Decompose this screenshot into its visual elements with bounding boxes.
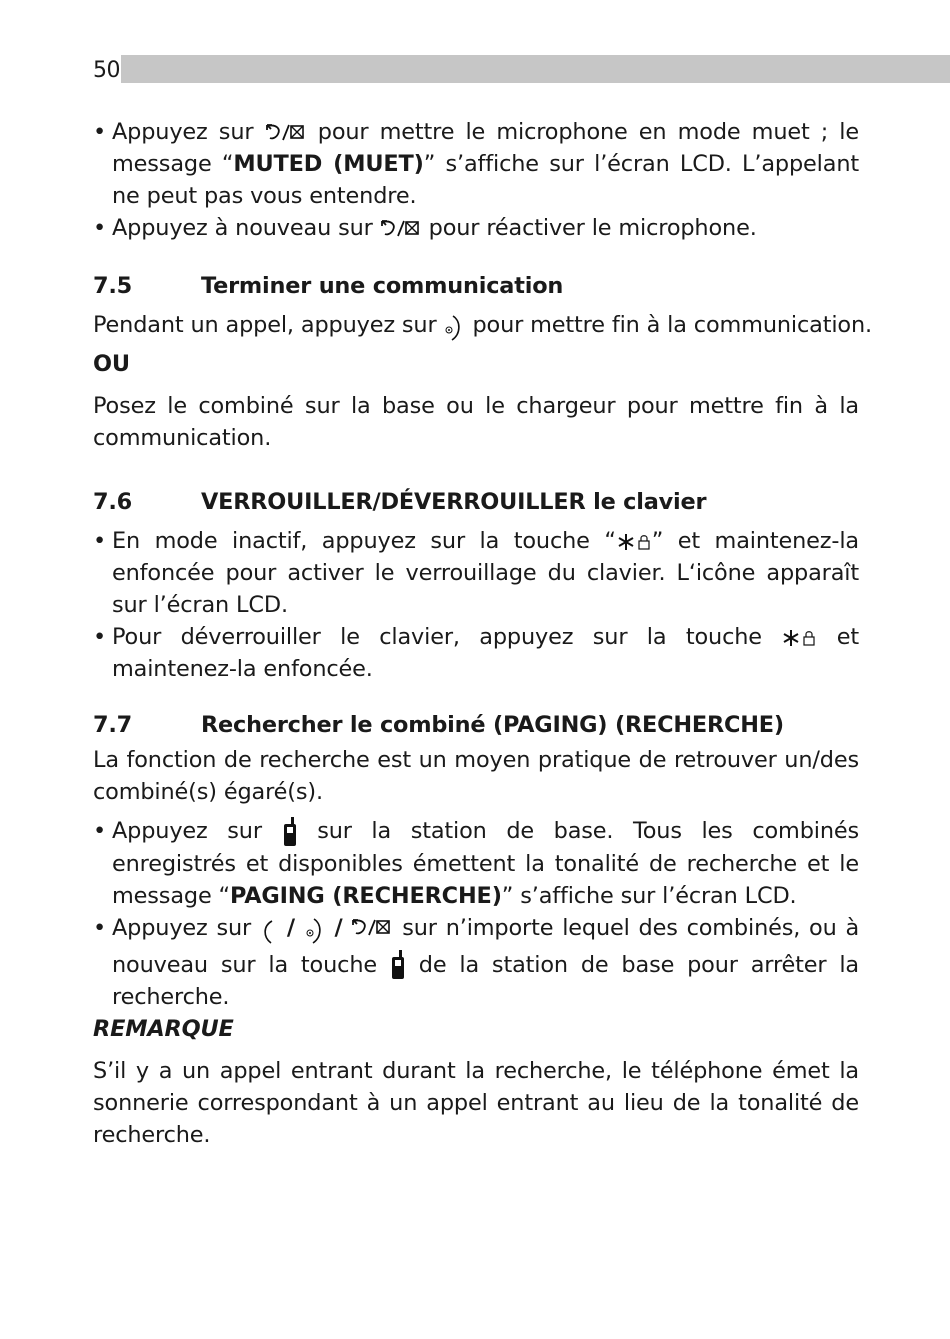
- star-lock-icon: [616, 532, 652, 552]
- text: Pendant un appel, appuyez sur: [93, 312, 437, 338]
- text: Appuyez sur: [112, 119, 254, 145]
- or-label: OU: [93, 351, 130, 377]
- separator: /: [334, 914, 343, 941]
- section-heading-7-6: [93, 486, 859, 518]
- paging-label: PAGING (RECHERCHE): [230, 882, 502, 909]
- bullet-unlock: [93, 621, 859, 685]
- bullet-dot: •: [93, 624, 107, 650]
- text: sur n’importe lequel des combinés, ou à nouveau sur la touche: [112, 914, 860, 978]
- bullet-paging-stop: [93, 912, 859, 1014]
- muted-label: MUTED (MUET): [233, 151, 424, 177]
- section-title: VERROUILLER/DÉVERROUILLER le clavier: [201, 489, 707, 515]
- section-heading-7-7: [93, 709, 859, 741]
- text: ” et maintenez-la enfoncée pour activer le verrouillage du clavier. L‘icône apparaît sur l’écran LCD.: [112, 528, 859, 618]
- text: pour mettre le microphone en mode muet ; le message “: [112, 119, 860, 177]
- bullet-paging-start: [93, 815, 859, 912]
- text: sur la station de base. Tous les combinés enregistrés et disponibles émettent la tonalité de recherche et le message “: [112, 818, 860, 909]
- bullet-dot: •: [93, 215, 107, 241]
- section-number: 7.7: [93, 712, 133, 738]
- text: pour mettre fin à la communication.: [472, 312, 872, 338]
- text: Appuyez sur: [112, 818, 262, 844]
- paragraph-paging-intro: La fonction de recherche est un moyen pratique de retrouver un/des combiné(s) égaré(s).: [93, 747, 859, 805]
- section-title: Rechercher le combiné (PAGING) (RECHERCHE): [201, 712, 784, 738]
- page-number: 50: [93, 55, 121, 83]
- mute-back-icon: [265, 123, 307, 143]
- mute-back-icon: [351, 918, 393, 938]
- bullet-dot: •: [93, 914, 107, 941]
- hang-up-icon: [443, 312, 465, 346]
- page-content: [93, 116, 872, 1151]
- talk-icon: [260, 915, 278, 949]
- text: Pour déverrouiller le clavier, appuyez sur la touche: [112, 624, 762, 650]
- bullet-lock: [93, 525, 859, 621]
- text: En mode inactif, appuyez sur la touche “: [112, 528, 616, 554]
- bullet-dot: •: [93, 818, 107, 844]
- mute-back-icon: [380, 219, 422, 239]
- paging-icon: [282, 816, 298, 848]
- note-text: S’il y a un appel entrant durant la recherche, le téléphone émet la sonnerie correspondant à un appel entrant au lieu de la tonalité de recherche.: [93, 1058, 859, 1148]
- section-title: Terminer une communication: [201, 273, 564, 299]
- bullet-unmute: [93, 212, 859, 244]
- note-title: REMARQUE: [93, 1016, 234, 1042]
- section-number: 7.6: [93, 489, 133, 515]
- bullet-dot: •: [93, 119, 107, 145]
- paragraph-place-handset: Posez le combiné sur la base ou le chargeur pour mettre fin à la communication.: [93, 393, 859, 451]
- star-lock-icon: [781, 628, 817, 648]
- text: Appuyez sur: [112, 914, 252, 941]
- text: de la station de base pour arrêter la recherche.: [112, 951, 860, 1010]
- section-number: 7.5: [93, 273, 133, 299]
- paging-icon: [390, 949, 406, 981]
- bullet-mute: [93, 116, 859, 212]
- text: ” s’affiche sur l’écran LCD.: [501, 882, 797, 909]
- paragraph-end-call: [93, 309, 872, 346]
- text: ” s’affiche sur l’écran LCD. L’appelant ne peut pas vous entendre.: [112, 151, 859, 209]
- section-heading-7-5: [93, 270, 859, 302]
- bullet-dot: •: [93, 528, 107, 554]
- hang-up-icon: [304, 915, 326, 949]
- text: Appuyez à nouveau sur: [112, 215, 373, 241]
- text: pour réactiver le microphone.: [428, 215, 757, 241]
- separator: /: [286, 914, 295, 941]
- text: et maintenez-la enfoncée.: [112, 624, 860, 682]
- header-bar: [93, 55, 950, 83]
